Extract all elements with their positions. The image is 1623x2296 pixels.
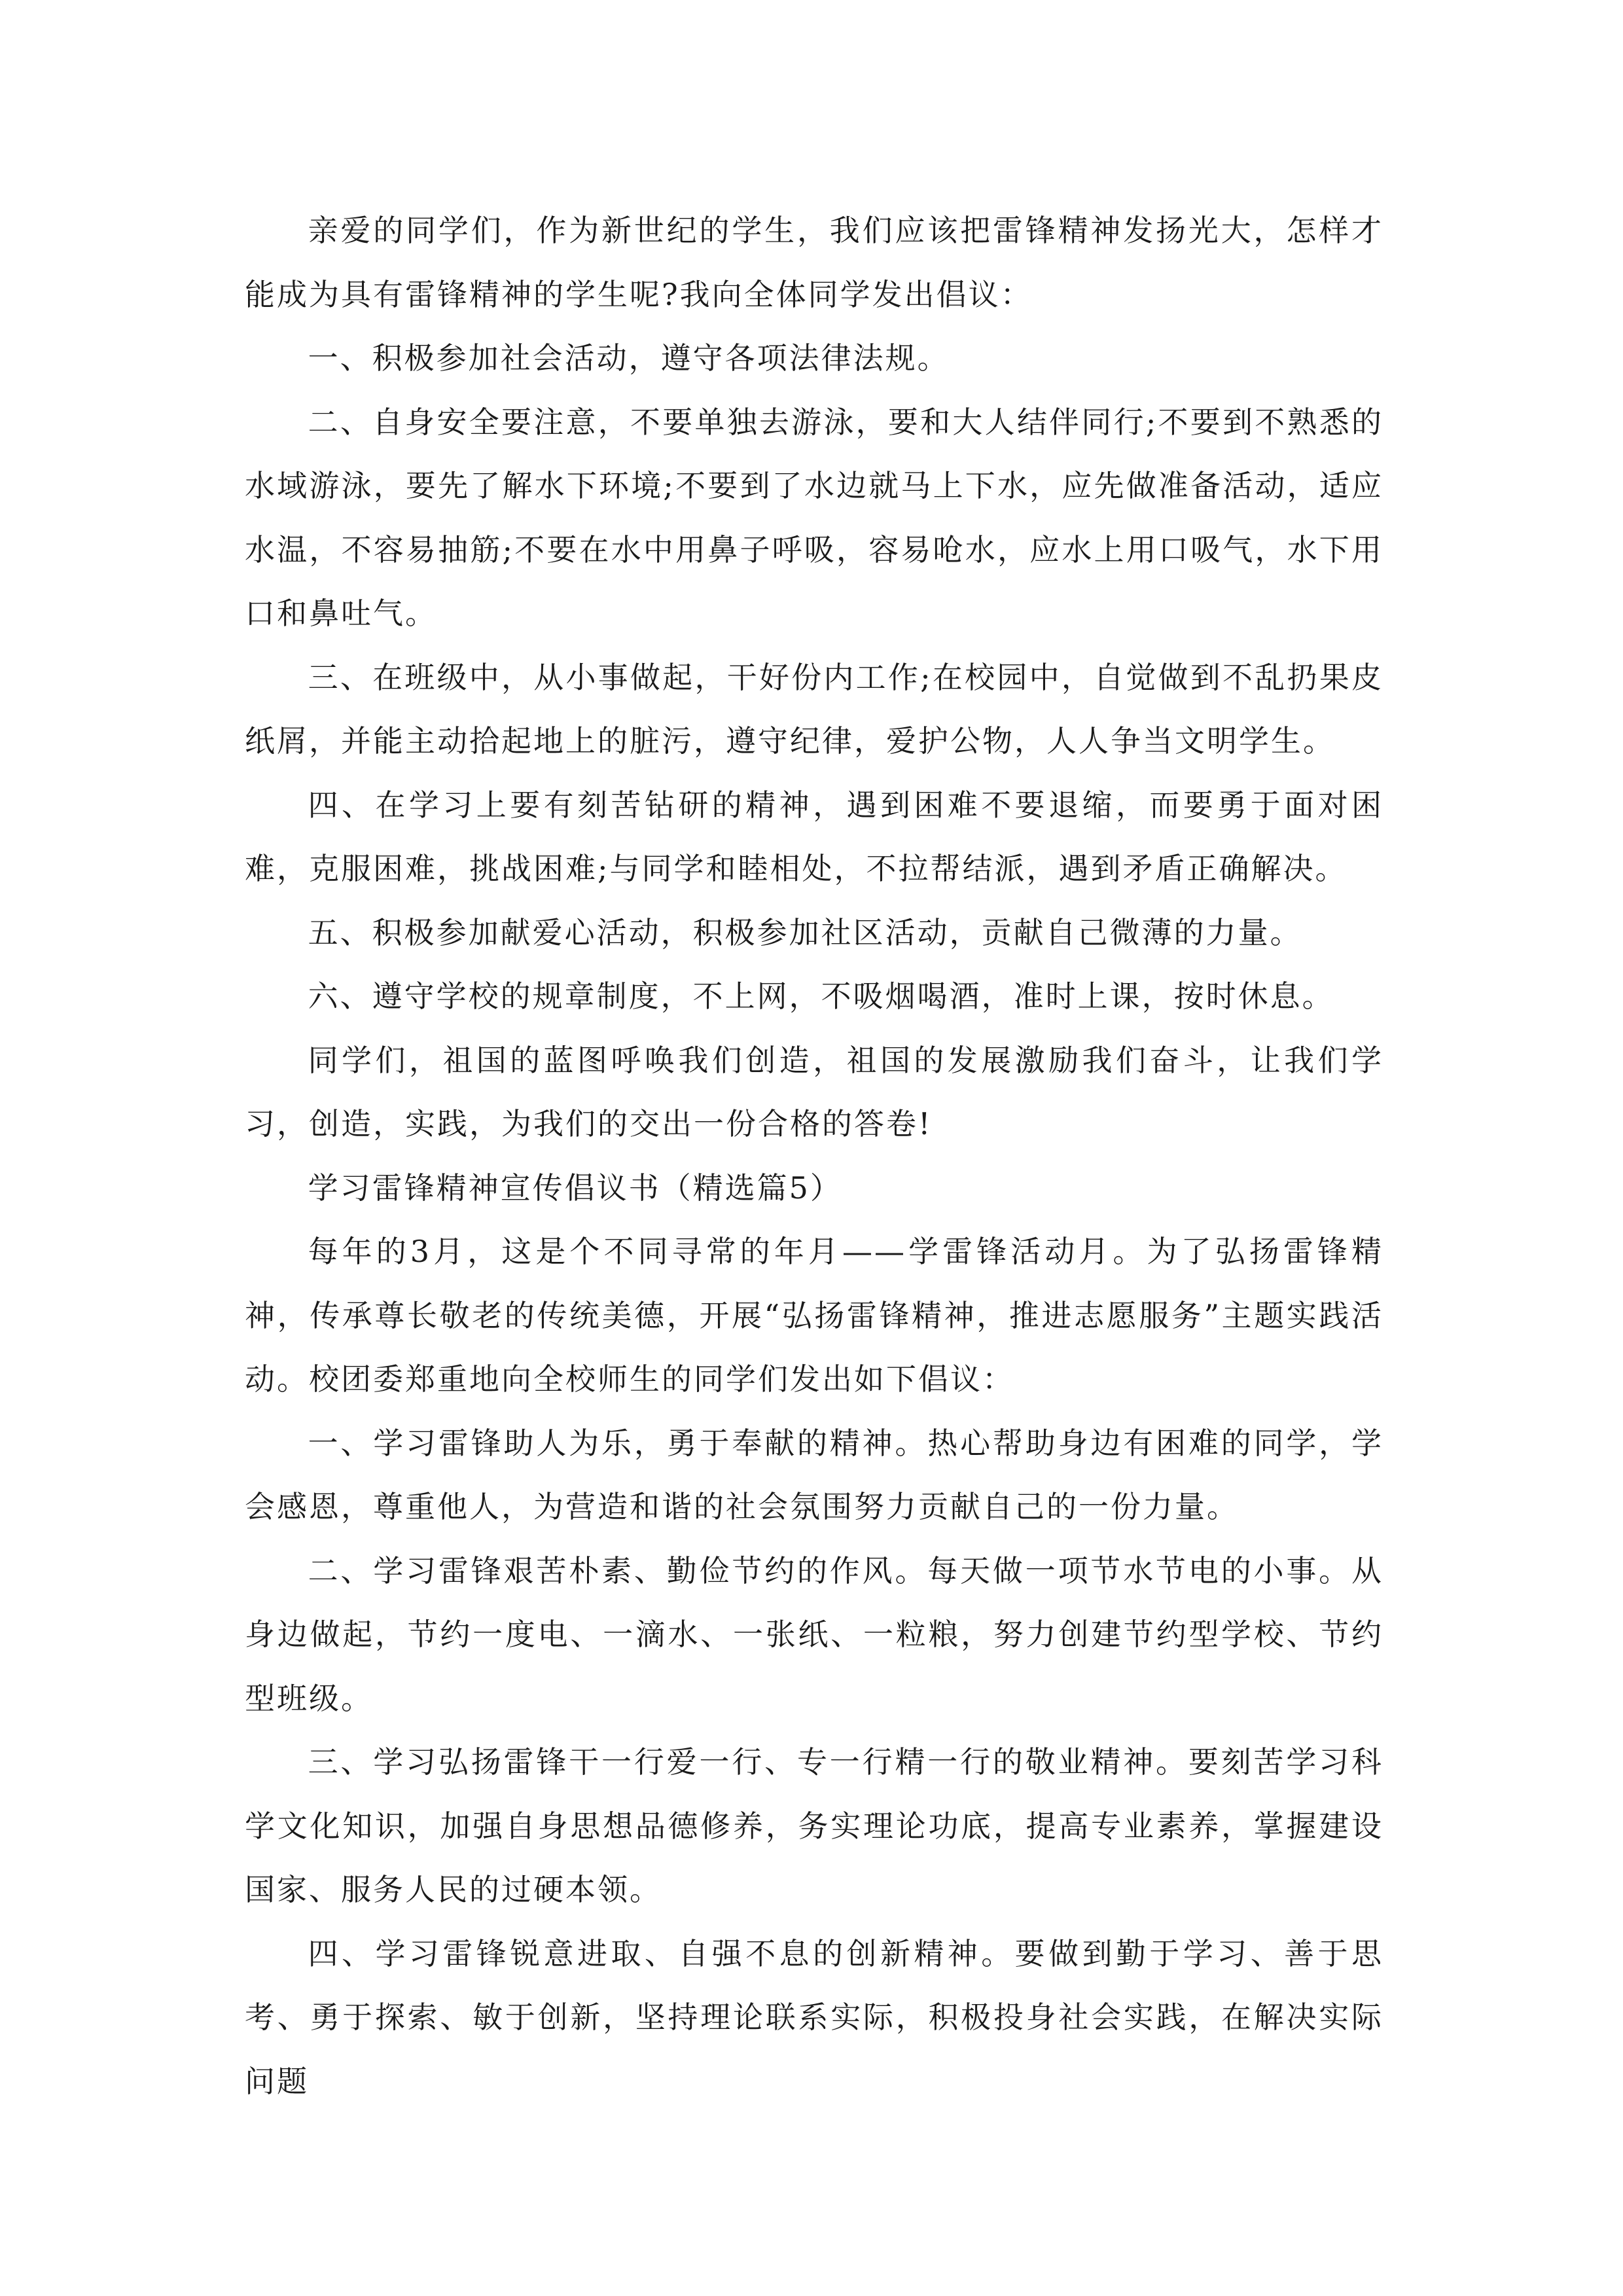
paragraph-item-5: 五、积极参加献爱心活动，积极参加社区活动，贡献自己微薄的力量。	[308, 914, 1302, 950]
paragraph-item-6: 六、遵守学校的规章制度，不上网，不吸烟喝酒，准时上课，按时休息。	[308, 978, 1334, 1014]
section-title: 学习雷锋精神宣传倡议书（精选篇5）	[308, 1170, 842, 1206]
paragraph-item-1: 一、积极参加社会活动，遵守各项法律法规。	[308, 340, 950, 376]
section-paragraph-item-1: 一、学习雷锋助人为乐，勇于奉献的精神。热心帮助身边有困难的同学，学会感恩，尊重他人，为营造和谐的社会氛围努力贡献自己的一份力量。	[245, 1425, 1383, 1524]
paragraph-closing: 同学们，祖国的蓝图呼唤我们创造，祖国的发展激励我们奋斗，让我们学习，创造，实践，为我们的交出一份合格的答卷!	[245, 1042, 1383, 1141]
paragraph-item-3: 三、在班级中，从小事做起，干好份内工作;在校园中，自觉做到不乱扔果皮纸屑，并能主动拾起地上的脏污，遵守纪律，爱护公物，人人争当文明学生。	[245, 659, 1383, 759]
document-body	[245, 199, 1383, 2113]
section-paragraph-item-2: 二、学习雷锋艰苦朴素、勤俭节约的作风。每天做一项节水节电的小事。从身边做起，节约一度电、一滴水、一张纸、一粒粮，努力创建节约型学校、节约型班级。	[245, 1552, 1383, 1716]
section-paragraph-item-3: 三、学习弘扬雷锋干一行爱一行、专一行精一行的敬业精神。要刻苦学习科学文化知识，加强自身思想品德修养，务实理论功底，提高专业素养，掌握建设国家、服务人民的过硬本领。	[245, 1744, 1383, 1907]
paragraph-item-4: 四、在学习上要有刻苦钻研的精神，遇到困难不要退缩，而要勇于面对困难，克服困难，挑战困难;与同学和睦相处，不拉帮结派，遇到矛盾正确解决。	[245, 787, 1383, 886]
section-paragraph-intro: 每年的3月，这是个不同寻常的年月——学雷锋活动月。为了弘扬雷锋精神，传承尊长敬老的传统美德，开展“弘扬雷锋精神，推进志愿服务”主题实践活动。校团委郑重地向全校师生的同学们发出如下倡议：	[245, 1234, 1383, 1397]
section-paragraph-item-4: 四、学习雷锋锐意进取、自强不息的创新精神。要做到勤于学习、善于思考、勇于探索、敏于创新，坚持理论联系实际，积极投身社会实践，在解决实际问题	[245, 1935, 1383, 2099]
paragraph-item-2: 二、自身安全要注意，不要单独去游泳，要和大人结伴同行;不要到不熟悉的水域游泳，要先了解水下环境;不要到了水边就马上下水，应先做准备活动，适应水温，不容易抽筋;不要在水中用鼻子呼吸，容易呛水，应水上用口吸气，水下用口和鼻吐气。	[245, 404, 1383, 631]
paragraph-intro: 亲爱的同学们，作为新世纪的学生，我们应该把雷锋精神发扬光大，怎样才能成为具有雷锋精神的学生呢?我向全体同学发出倡议：	[245, 213, 1383, 312]
